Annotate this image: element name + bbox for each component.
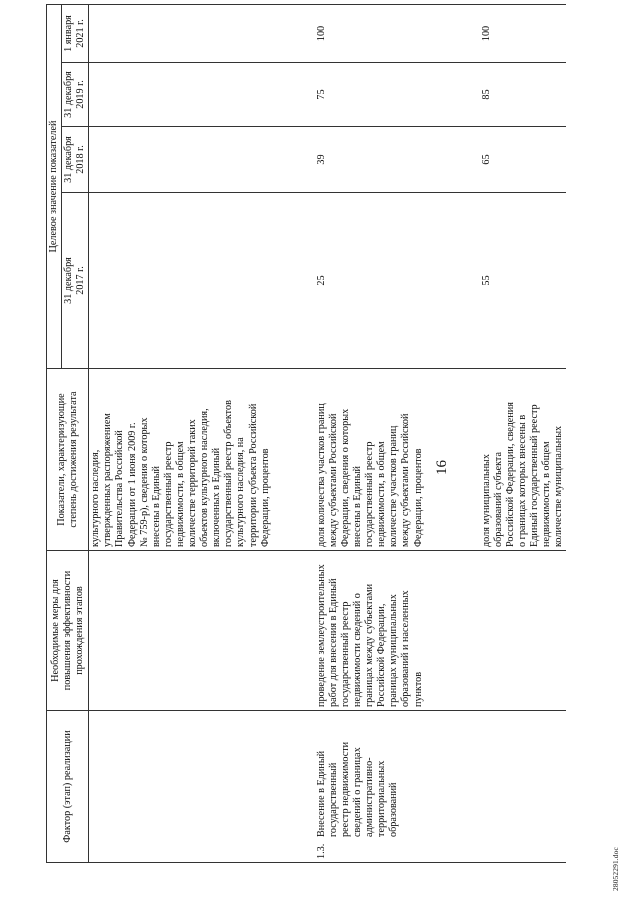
indicator-cell: культурного наследия, утвержденных распоряжением Правительства Российской Федерации от 1 июня 2009 г. № 759-р), сведения о которых внесены в Единый государственный реестр недвижимости, в общем количестве территорий таких объектов культурного наследия, включенных в Единый государственный реестр объектов культурного наследия, на территории субъекта Российской Федерации, процентов [89,369,315,551]
factor-cell [89,711,315,863]
value-2018: 39 [315,127,480,193]
value-2021 [89,5,315,63]
header-date-2018: 31 декабря 2018 г. [62,127,89,193]
indicator-cell: доля количества участков границ между субъектами Российской Федерации, сведения о которых внесены в Единый государственный реестр недвижимости, в общем количестве участков границ между субъектами Российской Федерации, процентов [315,369,480,551]
header-factor: Фактор (этап) реализации [47,711,89,863]
value-2017: 25 [315,193,480,369]
value-2017 [89,193,315,369]
value-2019: 75 [315,63,480,127]
factor-cell [480,711,567,863]
header-row-1 [47,5,62,863]
value-2019 [89,63,315,127]
value-2017: 55 [480,193,567,369]
header-measures: Необходимые меры для повышения эффективности прохождения этапов [47,551,89,711]
header-date-2019: 31 декабря 2019 г. [62,63,89,127]
factor-cell: 1.3.Внесение в Единый государственный реестр недвижимости сведений о границах административно- территориальных образований [315,711,480,863]
value-2018 [89,127,315,193]
measures-cell [480,551,567,711]
header-indicators: Показатели, характеризующие степень достижения результата [47,369,89,551]
value-2018: 65 [480,127,567,193]
measures-cell: проведение землеустроительных работ для внесения в Единый государственный реестр недвижимости сведений о границах между субъектами Российской Федерации, границах муниципальных образований и населенных пунктов [315,551,480,711]
table-row [89,5,315,863]
value-2021: 100 [315,5,480,63]
document-file-id: 28052291.doc [611,847,620,891]
indicator-cell: доля муниципальных образований субъекта Российской Федерации, сведения о границах которых внесены в Единый государственный реестр недвижимости, в общем количестве муниципальных [480,369,567,551]
table-row [480,5,567,863]
measures-cell [89,551,315,711]
table-row [315,5,480,863]
value-2021: 100 [480,5,567,63]
header-date-2021: 1 января 2021 г. [62,5,89,63]
header-target-values: Целевое значение показателей [47,5,62,369]
measures-table [46,4,566,863]
header-date-2017: 31 декабря 2017 г. [62,193,89,369]
value-2019: 85 [480,63,567,127]
page-number: 16 [434,460,450,475]
